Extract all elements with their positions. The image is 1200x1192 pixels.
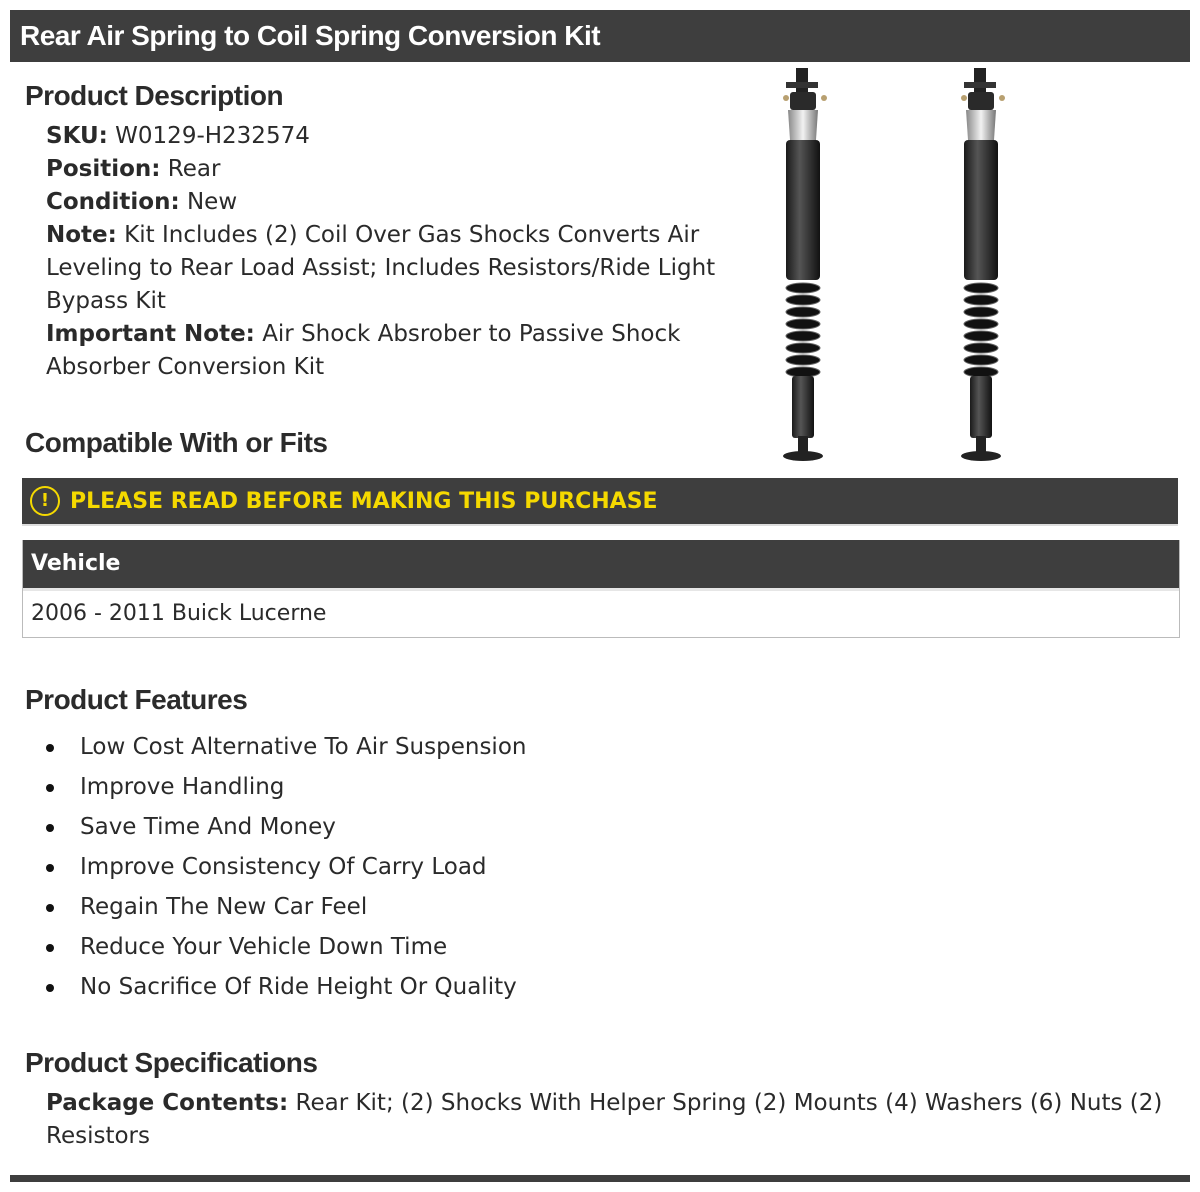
table-row: 2006 - 2011 Buick Lucerne <box>31 601 327 626</box>
purchase-warning-banner <box>22 478 1178 526</box>
product-description-heading: Product Description <box>25 80 284 111</box>
package-contents-label: Package Contents: <box>46 1090 289 1116</box>
note-value: Kit Includes (2) Coil Over Gas Shocks Converts Air Leveling to Rear Load Assist; Includes Resistors/Ride Light Bypass Kit <box>46 222 716 314</box>
list-item: No Sacrifice Of Ride Height Or Quality <box>46 967 526 1007</box>
list-item: Reduce Your Vehicle Down Time <box>46 927 526 967</box>
important-note-value: Air Shock Absrober to Passive Shock Absorber Conversion Kit <box>46 321 681 380</box>
position-value: Rear <box>167 156 221 182</box>
important-note-label: Important Note: <box>46 321 255 347</box>
package-contents <box>46 1087 1166 1153</box>
note-label: Note: <box>46 222 117 248</box>
sku-value: W0129-H232574 <box>115 123 310 149</box>
shock-right <box>961 68 1005 461</box>
shock-left <box>783 68 827 461</box>
exclamation-circle-icon: ! <box>30 486 60 516</box>
list-item: Regain The New Car Feel <box>46 887 526 927</box>
position-label: Position: <box>46 156 161 182</box>
sku-label: SKU: <box>46 123 108 149</box>
features-list <box>46 727 526 1007</box>
compatible-heading: Compatible With or Fits <box>25 427 328 458</box>
condition-label: Condition: <box>46 189 180 215</box>
package-contents-value: Rear Kit; (2) Shocks With Helper Spring (2) Mounts (4) Washers (6) Nuts (2) Resistors <box>46 1090 1163 1149</box>
warning-text: PLEASE READ BEFORE MAKING THIS PURCHASE <box>70 488 658 514</box>
important-note-line <box>46 318 726 384</box>
product-specifications-heading: Product Specifications <box>25 1047 318 1078</box>
vehicle-table <box>22 540 1180 638</box>
sku-line <box>46 120 726 153</box>
position-line <box>46 153 726 186</box>
shock-absorbers-illustration <box>770 62 1070 472</box>
list-item: Improve Consistency Of Carry Load <box>46 847 526 887</box>
list-item: Save Time And Money <box>46 807 526 847</box>
bottom-divider <box>10 1175 1190 1182</box>
product-description <box>46 120 726 384</box>
vehicle-column-header: Vehicle <box>23 540 1179 591</box>
product-features-heading: Product Features <box>25 684 248 715</box>
note-line <box>46 219 726 318</box>
list-item: Low Cost Alternative To Air Suspension <box>46 727 526 767</box>
product-image <box>770 62 1070 472</box>
list-item: Improve Handling <box>46 767 526 807</box>
page-title: Rear Air Spring to Coil Spring Conversion Kit <box>10 10 1190 62</box>
condition-line <box>46 186 726 219</box>
condition-value: New <box>186 189 238 215</box>
